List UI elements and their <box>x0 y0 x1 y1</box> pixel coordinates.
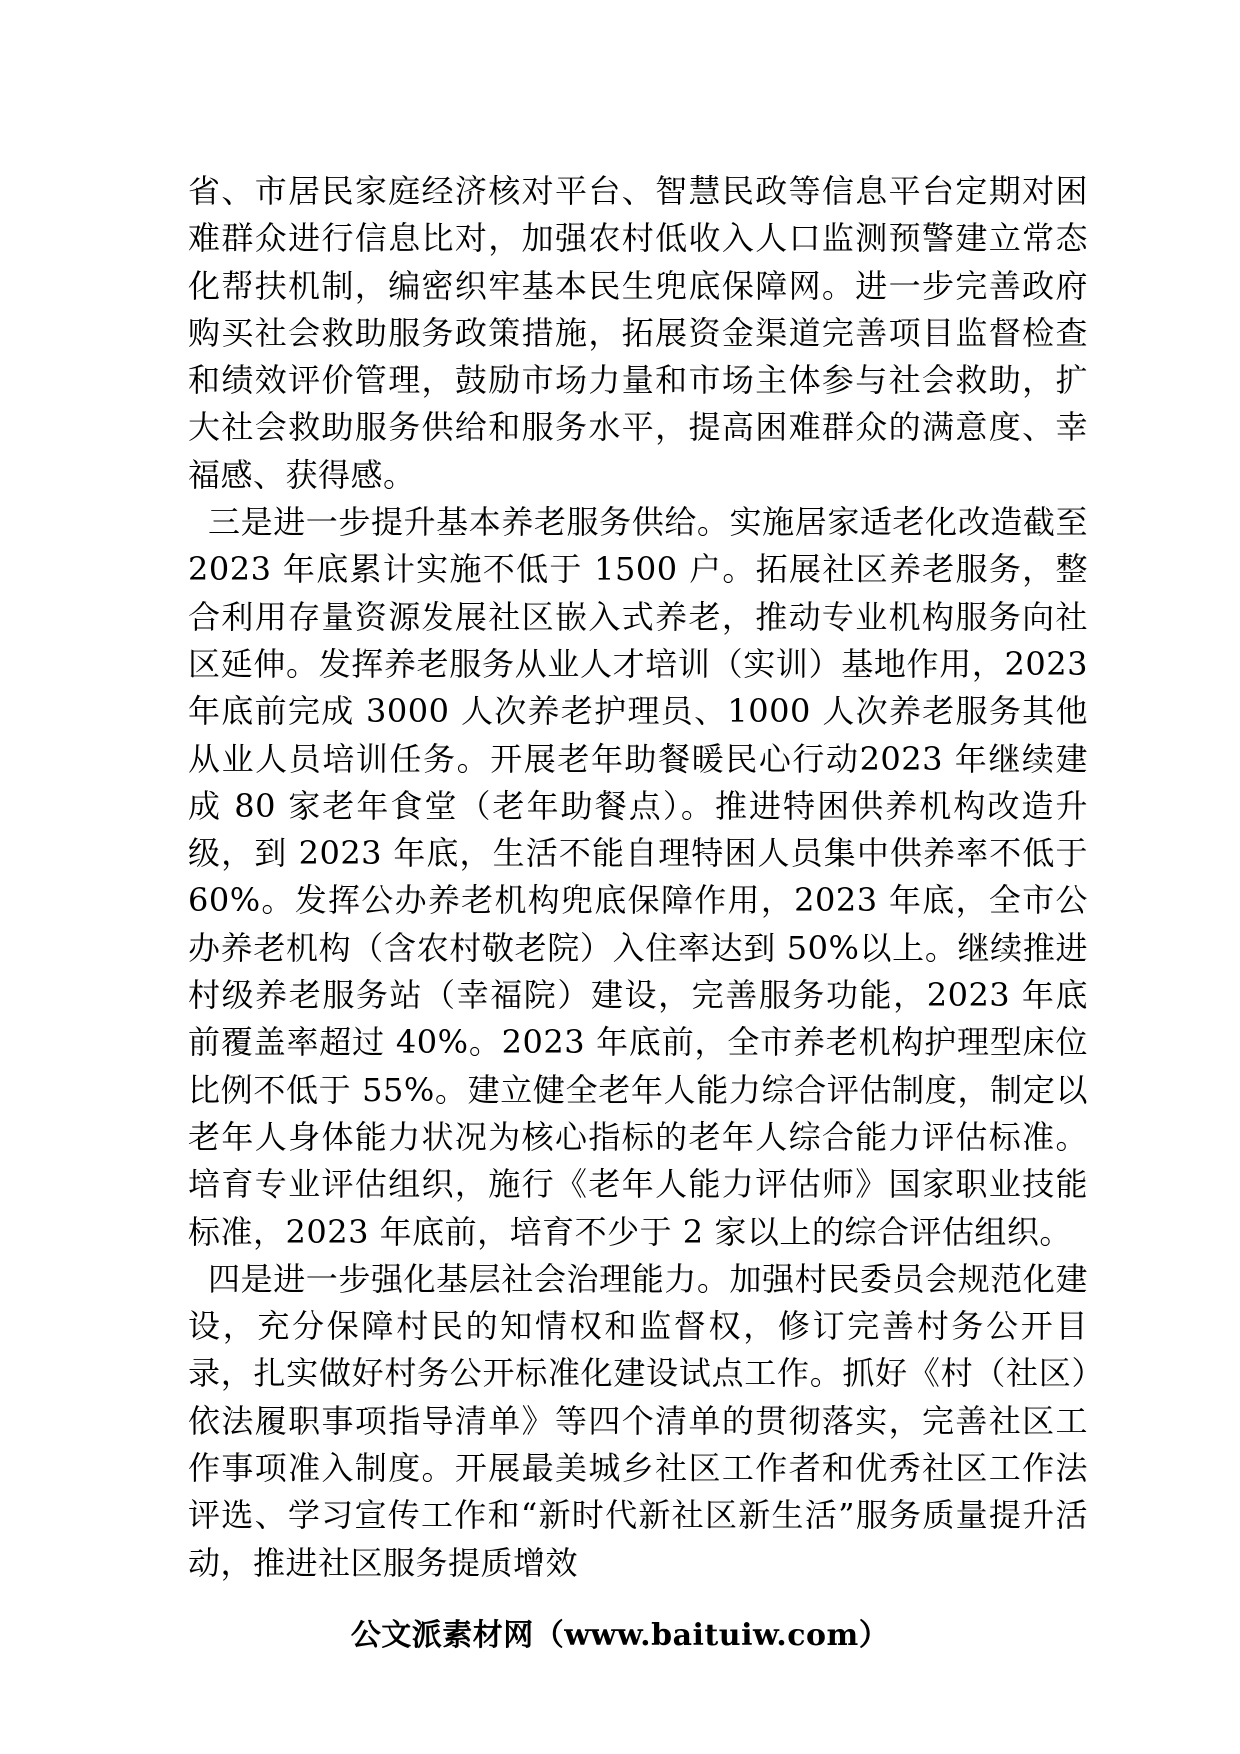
paragraph-1: 省、市居民家庭经济核对平台、智慧民政等信息平台定期对困难群众进行信息比对，加强农村低收入人口监测预警建立常态化帮扶机制，编密织牢基本民生兜底保障网。进一步完善政府购买社会救助服务政策措施，拓展资金渠道完善项目监督检查和绩效评价管理，鼓励市场力量和市场主体参与社会救助，扩大社会救助服务供给和服务水平，提高困难群众的满意度、幸福感、获得感。 <box>188 172 1088 494</box>
footer-watermark-text: 公文派素材网（www.baituiw.com） <box>350 1618 890 1653</box>
paragraph-2: 三是进一步提升基本养老服务供给。实施居家适老化改造截至 2023 年底累计实施不低于 1500 户。拓展社区养老服务，整合利用存量资源发展社区嵌入式养老，推动专业机构服务向社区延伸。发挥养老服务从业人才培训（实训）基地作用，2023 年底前完成 3000 人次养老护理员、1000 人次养老服务其他从业人员培训任务。开展老年助餐暖民心行动2023 年继续建成 80 家老年食堂（老年助餐点）。推进特困供养机构改造升级，到 2023 年底，生活不能自理特困人员集中供养率不低于 60%。发挥公办养老机构兜底保障作用，2023 年底，全市公办养老机构（含农村敬老院）入住率达到 50%以上。继续推进村级养老服务站（幸福院）建设，完善服务功能，2023 年底前覆盖率超过 40%。2023 年底前，全市养老机构护理型床位比例不低于 55%。建立健全老年人能力综合评估制度，制定以老年人身体能力状况为核心指标的老年人综合能力评估标准。培育专业评估组织，施行《老年人能力评估师》国家职业技能标准，2023 年底前，培育不少于 2 家以上的综合评估组织。 <box>188 503 1088 1251</box>
document-body <box>188 168 1088 1587</box>
paragraph-3: 四是进一步强化基层社会治理能力。加强村民委员会规范化建设，充分保障村民的知情权和监督权，修订完善村务公开目录，扎实做好村务公开标准化建设试点工作。抓好《村（社区）依法履职事项指导清单》等四个清单的贯彻落实，完善社区工作事项准入制度。开展最美城乡社区工作者和优秀社区工作法评选、学习宣传工作和“新时代新社区新生活”服务质量提升活动，推进社区服务提质增效 <box>188 1259 1088 1582</box>
